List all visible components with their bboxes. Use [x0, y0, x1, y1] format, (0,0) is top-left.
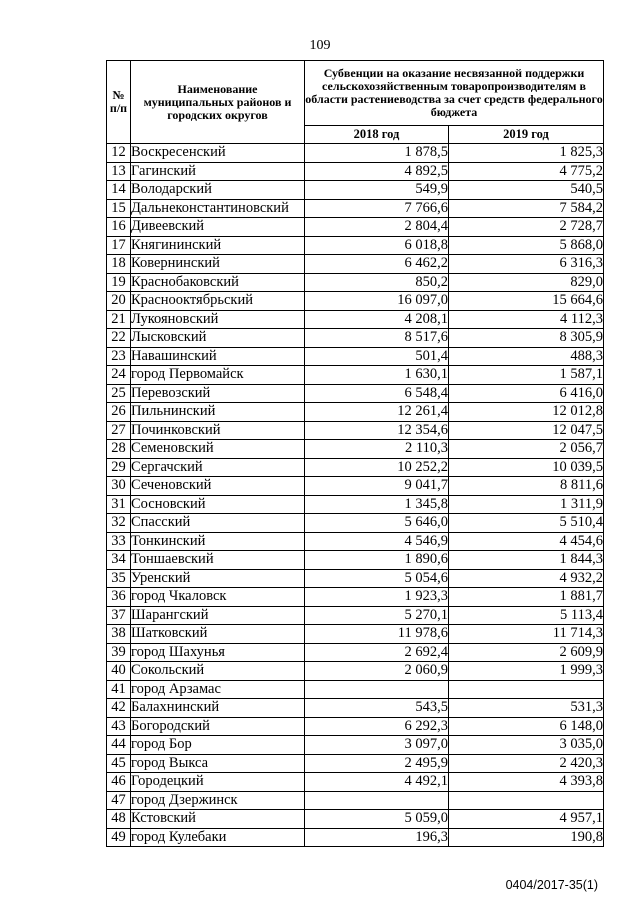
district-name: Кстовский [131, 810, 305, 829]
table-row [107, 791, 604, 810]
value-2019: 10 039,5 [449, 458, 604, 477]
row-number: 16 [107, 218, 131, 237]
table-row [107, 662, 604, 681]
row-number: 32 [107, 514, 131, 533]
value-2018: 12 261,4 [305, 403, 449, 422]
value-2018: 1 923,3 [305, 588, 449, 607]
value-2019 [449, 791, 604, 810]
row-number: 45 [107, 754, 131, 773]
value-2018: 4 492,1 [305, 773, 449, 792]
row-number: 15 [107, 199, 131, 218]
table-row [107, 495, 604, 514]
value-2019: 4 112,3 [449, 310, 604, 329]
table-row [107, 754, 604, 773]
table-row [107, 773, 604, 792]
value-2018: 2 110,3 [305, 440, 449, 459]
value-2019: 2 609,9 [449, 643, 604, 662]
row-number: 21 [107, 310, 131, 329]
table-row [107, 458, 604, 477]
value-2018: 196,3 [305, 828, 449, 847]
table-row [107, 403, 604, 422]
table-row [107, 273, 604, 292]
value-2019: 5 510,4 [449, 514, 604, 533]
value-2019: 1 311,9 [449, 495, 604, 514]
district-name: Володарский [131, 181, 305, 200]
page-number: 109 [309, 38, 331, 53]
district-name: Краснобаковский [131, 273, 305, 292]
table-row [107, 218, 604, 237]
table-row [107, 625, 604, 644]
value-2018: 5 270,1 [305, 606, 449, 625]
row-number: 31 [107, 495, 131, 514]
district-name: Сергачский [131, 458, 305, 477]
table-body [107, 144, 604, 847]
header-subsidy: Субвенции на оказание несвязанной поддержки сельскохозяйственным товаропроизводителям в области растениеводства за счет средств федерального бюджета [305, 61, 604, 126]
value-2018: 11 978,6 [305, 625, 449, 644]
row-number: 24 [107, 366, 131, 385]
table-row [107, 828, 604, 847]
row-number: 33 [107, 532, 131, 551]
document-code: 0404/2017-35(1) [505, 878, 598, 892]
row-number: 18 [107, 255, 131, 274]
value-2019: 1 825,3 [449, 144, 604, 163]
row-number: 26 [107, 403, 131, 422]
value-2019: 2 056,7 [449, 440, 604, 459]
district-name: Лукояновский [131, 310, 305, 329]
table-row [107, 440, 604, 459]
value-2018: 5 054,6 [305, 569, 449, 588]
value-2019: 4 393,8 [449, 773, 604, 792]
table-row [107, 199, 604, 218]
district-name: город Чкаловск [131, 588, 305, 607]
value-2018: 543,5 [305, 699, 449, 718]
value-2018: 549,9 [305, 181, 449, 200]
table-row [107, 236, 604, 255]
value-2019: 1 881,7 [449, 588, 604, 607]
district-name: город Дзержинск [131, 791, 305, 810]
value-2019: 5 113,4 [449, 606, 604, 625]
value-2019: 6 148,0 [449, 717, 604, 736]
district-name: Тонкинский [131, 532, 305, 551]
district-name: Краснооктябрьский [131, 292, 305, 311]
table-row [107, 736, 604, 755]
district-name: Пильнинский [131, 403, 305, 422]
value-2018 [305, 680, 449, 699]
district-name: Дальнеконстантиновский [131, 199, 305, 218]
table-row [107, 310, 604, 329]
value-2018: 4 892,5 [305, 162, 449, 181]
district-name: Шарангский [131, 606, 305, 625]
value-2018: 5 646,0 [305, 514, 449, 533]
value-2018: 2 692,4 [305, 643, 449, 662]
value-2019: 12 047,5 [449, 421, 604, 440]
table-row [107, 347, 604, 366]
row-number: 40 [107, 662, 131, 681]
row-number: 27 [107, 421, 131, 440]
row-number: 12 [107, 144, 131, 163]
district-name: Починковский [131, 421, 305, 440]
row-number: 30 [107, 477, 131, 496]
table-row [107, 255, 604, 274]
row-number: 35 [107, 569, 131, 588]
district-name: Тоншаевский [131, 551, 305, 570]
value-2019: 2 420,3 [449, 754, 604, 773]
row-number: 37 [107, 606, 131, 625]
table-row [107, 421, 604, 440]
district-name: город Бор [131, 736, 305, 755]
district-name: Спасский [131, 514, 305, 533]
district-name: Сеченовский [131, 477, 305, 496]
table-row [107, 532, 604, 551]
table-row [107, 717, 604, 736]
row-number: 46 [107, 773, 131, 792]
value-2019: 5 868,0 [449, 236, 604, 255]
row-number: 29 [107, 458, 131, 477]
row-number: 48 [107, 810, 131, 829]
table-row [107, 162, 604, 181]
header-row-number: № п/п [107, 61, 131, 144]
district-name: Уренский [131, 569, 305, 588]
table-row [107, 329, 604, 348]
value-2019: 1 587,1 [449, 366, 604, 385]
table-row [107, 810, 604, 829]
value-2019: 4 957,1 [449, 810, 604, 829]
district-name: Перевозский [131, 384, 305, 403]
value-2018: 6 292,3 [305, 717, 449, 736]
row-number: 39 [107, 643, 131, 662]
district-name: Шатковский [131, 625, 305, 644]
table-row [107, 514, 604, 533]
district-name: Сосновский [131, 495, 305, 514]
row-number: 23 [107, 347, 131, 366]
value-2018: 2 804,4 [305, 218, 449, 237]
row-number: 28 [107, 440, 131, 459]
district-name: Богородский [131, 717, 305, 736]
value-2018: 10 252,2 [305, 458, 449, 477]
row-number: 36 [107, 588, 131, 607]
table-row [107, 569, 604, 588]
value-2018: 5 059,0 [305, 810, 449, 829]
row-number: 49 [107, 828, 131, 847]
value-2018: 6 018,8 [305, 236, 449, 255]
value-2018: 2 495,9 [305, 754, 449, 773]
value-2019: 488,3 [449, 347, 604, 366]
table-row [107, 680, 604, 699]
row-number: 13 [107, 162, 131, 181]
value-2018: 4 208,1 [305, 310, 449, 329]
value-2018: 16 097,0 [305, 292, 449, 311]
table-row [107, 181, 604, 200]
table-row [107, 366, 604, 385]
value-2019: 1 844,3 [449, 551, 604, 570]
value-2019: 531,3 [449, 699, 604, 718]
value-2019: 1 999,3 [449, 662, 604, 681]
value-2018: 3 097,0 [305, 736, 449, 755]
value-2018: 4 546,9 [305, 532, 449, 551]
table-row [107, 144, 604, 163]
header-year-2018: 2018 год [305, 126, 449, 144]
value-2019: 829,0 [449, 273, 604, 292]
header-year-2019: 2019 год [449, 126, 604, 144]
row-number: 41 [107, 680, 131, 699]
header-district-name: Наименование муниципальных районов и городских округов [131, 61, 305, 144]
value-2019: 540,5 [449, 181, 604, 200]
district-name: Княгининский [131, 236, 305, 255]
value-2018: 6 548,4 [305, 384, 449, 403]
value-2019: 4 775,2 [449, 162, 604, 181]
row-number: 38 [107, 625, 131, 644]
table-header [107, 61, 604, 144]
value-2019 [449, 680, 604, 699]
table-row [107, 606, 604, 625]
district-name: Навашинский [131, 347, 305, 366]
district-name: Ковернинский [131, 255, 305, 274]
value-2019: 6 316,3 [449, 255, 604, 274]
row-number: 44 [107, 736, 131, 755]
table-row [107, 588, 604, 607]
district-name: город Кулебаки [131, 828, 305, 847]
district-name: город Арзамас [131, 680, 305, 699]
value-2018 [305, 791, 449, 810]
district-name: Воскресенский [131, 144, 305, 163]
value-2019: 15 664,6 [449, 292, 604, 311]
district-name: Городецкий [131, 773, 305, 792]
row-number: 22 [107, 329, 131, 348]
value-2018: 6 462,2 [305, 255, 449, 274]
value-2018: 9 041,7 [305, 477, 449, 496]
row-number: 47 [107, 791, 131, 810]
district-name: Гагинский [131, 162, 305, 181]
district-name: город Выкса [131, 754, 305, 773]
table-row [107, 477, 604, 496]
value-2018: 12 354,6 [305, 421, 449, 440]
value-2018: 7 766,6 [305, 199, 449, 218]
value-2019: 3 035,0 [449, 736, 604, 755]
value-2019: 8 305,9 [449, 329, 604, 348]
value-2018: 501,4 [305, 347, 449, 366]
table-row [107, 292, 604, 311]
district-name: город Первомайск [131, 366, 305, 385]
value-2019: 8 811,6 [449, 477, 604, 496]
value-2018: 8 517,6 [305, 329, 449, 348]
district-name: Сокольский [131, 662, 305, 681]
value-2018: 1 630,1 [305, 366, 449, 385]
value-2018: 2 060,9 [305, 662, 449, 681]
district-name: Балахнинский [131, 699, 305, 718]
row-number: 14 [107, 181, 131, 200]
row-number: 17 [107, 236, 131, 255]
district-name: Семеновский [131, 440, 305, 459]
table-row [107, 643, 604, 662]
value-2019: 12 012,8 [449, 403, 604, 422]
row-number: 19 [107, 273, 131, 292]
value-2018: 1 878,5 [305, 144, 449, 163]
row-number: 42 [107, 699, 131, 718]
row-number: 34 [107, 551, 131, 570]
value-2019: 2 728,7 [449, 218, 604, 237]
value-2019: 7 584,2 [449, 199, 604, 218]
district-name: Лысковский [131, 329, 305, 348]
row-number: 25 [107, 384, 131, 403]
district-name: Дивеевский [131, 218, 305, 237]
value-2019: 4 454,6 [449, 532, 604, 551]
table-row [107, 699, 604, 718]
value-2018: 850,2 [305, 273, 449, 292]
value-2019: 6 416,0 [449, 384, 604, 403]
district-name: город Шахунья [131, 643, 305, 662]
value-2019: 4 932,2 [449, 569, 604, 588]
row-number: 20 [107, 292, 131, 311]
subsidy-table [106, 60, 604, 847]
value-2018: 1 345,8 [305, 495, 449, 514]
value-2018: 1 890,6 [305, 551, 449, 570]
value-2019: 190,8 [449, 828, 604, 847]
table-row [107, 384, 604, 403]
value-2019: 11 714,3 [449, 625, 604, 644]
table-row [107, 551, 604, 570]
row-number: 43 [107, 717, 131, 736]
